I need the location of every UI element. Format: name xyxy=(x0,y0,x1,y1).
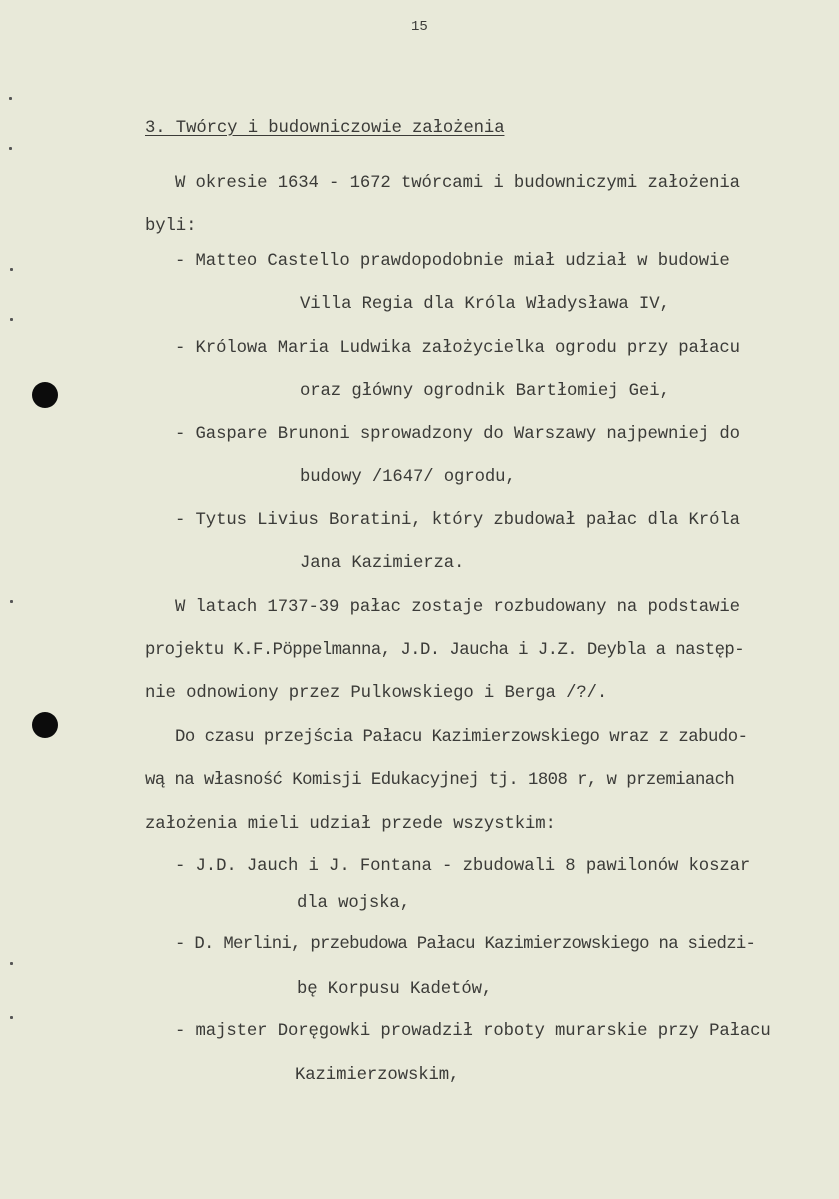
list-item-continuation: oraz główny ogrodnik Bartłomiej Gei, xyxy=(300,382,670,401)
list-item: - majster Doręgowki prowadził roboty murarskie przy Pałacu xyxy=(175,1022,771,1041)
list-item: - Matteo Castello prawdopodobnie miał udział w budowie xyxy=(175,252,730,271)
paragraph-line: projektu K.F.Pöppelmanna, J.D. Jaucha i J.Z. Deybla a następ- xyxy=(145,641,745,660)
list-item: - D. Merlini, przebudowa Pałacu Kazimierzowskiego na siedzi- xyxy=(175,935,756,954)
margin-mark xyxy=(10,318,13,321)
margin-mark xyxy=(9,147,12,150)
list-item: - Tytus Livius Boratini, który zbudował pałac dla Króla xyxy=(175,511,740,530)
paragraph-line: założenia mieli udział przede wszystkim: xyxy=(145,815,556,834)
list-item: - Królowa Maria Ludwika założycielka ogrodu przy pałacu xyxy=(175,339,740,358)
paragraph-line: Do czasu przejścia Pałacu Kazimierzowskiego wraz z zabudo- xyxy=(175,728,748,747)
margin-mark xyxy=(10,962,13,965)
binder-hole-top xyxy=(32,382,58,408)
paragraph-line: nie odnowiony przez Pulkowskiego i Berga /?/. xyxy=(145,684,608,703)
margin-mark xyxy=(10,600,13,603)
margin-mark xyxy=(9,97,12,100)
paragraph-line: byli: xyxy=(145,217,197,236)
paragraph-line: W latach 1737-39 pałac zostaje rozbudowany na podstawie xyxy=(175,598,740,617)
list-item: - J.D. Jauch i J. Fontana - zbudowali 8 pawilonów koszar xyxy=(175,857,751,876)
list-item-continuation: budowy /1647/ ogrodu, xyxy=(300,468,516,487)
binder-hole-bottom xyxy=(32,712,58,738)
paragraph-line: wą na własność Komisji Edukacyjnej tj. 1808 r, w przemianach xyxy=(145,771,735,790)
list-item: - Gaspare Brunoni sprowadzony do Warszawy najpewniej do xyxy=(175,425,740,444)
list-item-continuation: bę Korpusu Kadetów, xyxy=(297,980,493,999)
list-item-continuation: dla wojska, xyxy=(297,894,410,913)
paragraph-line: W okresie 1634 - 1672 twórcami i budowniczymi założenia xyxy=(175,174,740,193)
list-item-continuation: Kazimierzowskim, xyxy=(295,1066,460,1085)
margin-mark xyxy=(10,268,13,271)
page-number: 15 xyxy=(411,19,428,35)
section-heading: 3. Twórcy i budowniczowie założenia xyxy=(145,119,505,138)
margin-mark xyxy=(10,1016,13,1019)
list-item-continuation: Jana Kazimierza. xyxy=(300,554,465,573)
list-item-continuation: Villa Regia dla Króla Władysława IV, xyxy=(300,295,670,314)
